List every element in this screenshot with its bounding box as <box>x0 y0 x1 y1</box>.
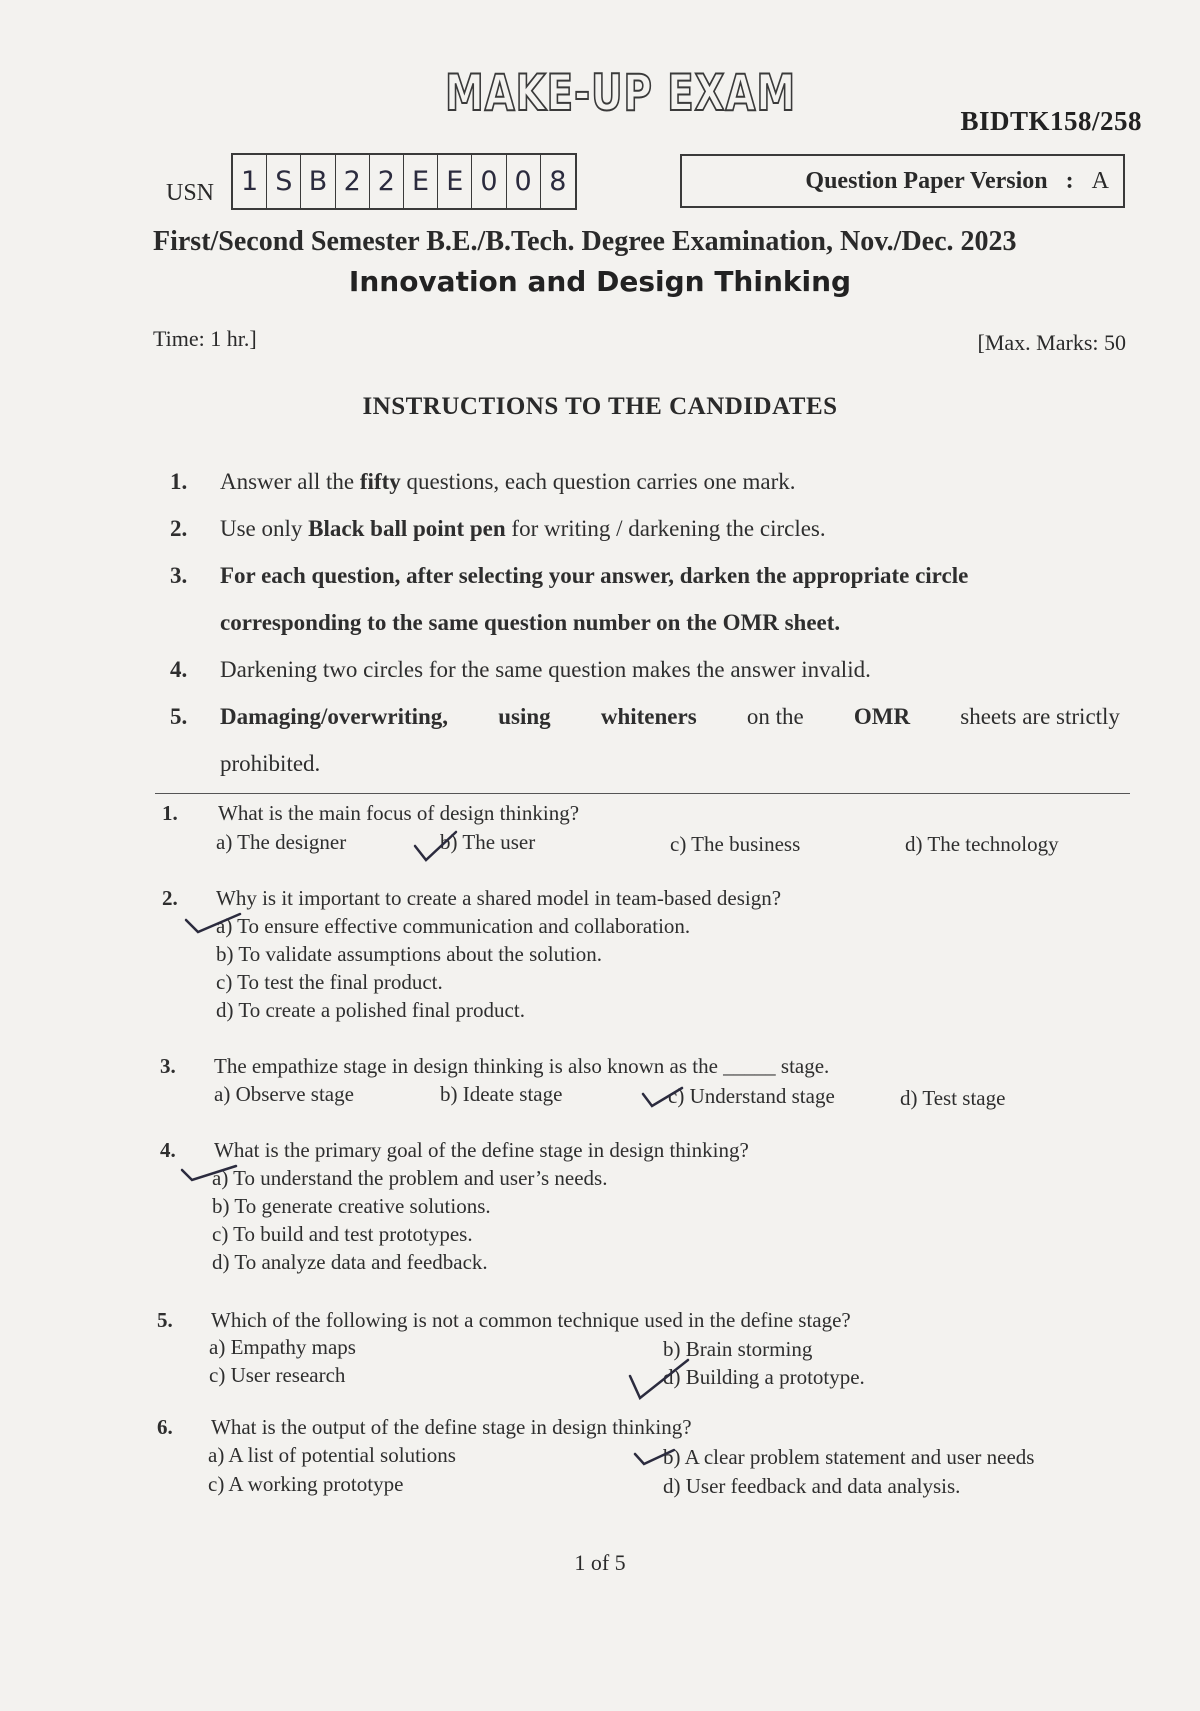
instruction-number: 4. <box>170 657 188 682</box>
question-number: 2. <box>162 886 178 910</box>
usn-char: 0 <box>472 155 506 208</box>
question-text: Why is it important to create a shared model in team-based design? <box>216 886 782 910</box>
instruction-text: Darkening two circles for the same question makes the answer invalid. <box>220 657 871 682</box>
page-number: 1 of 5 <box>574 1550 626 1575</box>
option: d) To analyze data and feedback. <box>212 1250 488 1274</box>
instruction-text: Answer all the fifty questions, each question carries one mark. <box>220 469 796 494</box>
question-paper-version <box>680 154 1125 208</box>
usn-char: 0 <box>507 155 541 208</box>
checkmark-icon <box>624 1354 694 1404</box>
option: a) Observe stage <box>214 1082 354 1106</box>
option: c) User research <box>209 1363 346 1387</box>
option: d) User feedback and data analysis. <box>663 1474 961 1498</box>
qp-version-sep: : <box>1065 167 1074 194</box>
question-number: 5. <box>157 1308 173 1332</box>
option: d) To create a polished final product. <box>216 998 525 1022</box>
question-text: What is the output of the define stage in design thinking? <box>211 1415 692 1439</box>
time-label: Time: 1 hr.] <box>153 326 257 351</box>
question-text: Which of the following is not a common technique used in the define stage? <box>211 1308 851 1332</box>
instruction-item <box>170 693 1120 787</box>
qp-version-label: Question Paper Version <box>805 167 1048 194</box>
usn-char: S <box>267 155 301 208</box>
question-number: 4. <box>160 1138 176 1162</box>
instruction-item <box>170 552 1120 646</box>
semester-line: First/Second Semester B.E./B.Tech. Degree Examination, Nov./Dec. 2023 <box>153 226 1017 257</box>
instruction-text: Damaging/overwriting, using whiteners on the OMR sheets are strictly <box>220 704 1120 729</box>
option-selected: c) Understand stage <box>668 1084 835 1108</box>
usn-char: 2 <box>370 155 404 208</box>
instruction-number: 5. <box>170 704 188 729</box>
option: b) Ideate stage <box>440 1082 563 1106</box>
question-number: 3. <box>160 1054 176 1078</box>
instruction-item <box>170 505 1120 552</box>
instruction-number: 3. <box>170 563 188 588</box>
instructions-title: INSTRUCTIONS TO THE CANDIDATES <box>362 393 838 420</box>
option: c) To build and test prototypes. <box>212 1222 473 1246</box>
option: a) Empathy maps <box>209 1335 356 1359</box>
option: d) Test stage <box>900 1086 1006 1110</box>
option: c) The business <box>670 832 801 856</box>
subject-title: Innovation and Design Thinking <box>348 265 852 298</box>
usn-label: USN <box>166 180 215 206</box>
instruction-number: 1. <box>170 469 188 494</box>
checkmark-icon <box>412 828 462 864</box>
option-selected: a) To ensure effective communication and collaboration. <box>216 914 691 938</box>
question-number: 1. <box>162 801 178 825</box>
usn-char: 1 <box>233 155 267 208</box>
option: b) To validate assumptions about the solution. <box>216 942 603 966</box>
option: d) The technology <box>905 832 1059 856</box>
option: c) A working prototype <box>208 1472 404 1496</box>
checkmark-icon <box>180 1162 240 1188</box>
question-text: What is the main focus of design thinking? <box>218 801 580 825</box>
instruction-number: 2. <box>170 516 188 541</box>
option: b) To generate creative solutions. <box>212 1194 491 1218</box>
checkmark-icon <box>632 1446 678 1470</box>
option: a) The designer <box>216 830 347 854</box>
option-selected: b) A clear problem statement and user needs <box>663 1445 1035 1469</box>
usn-char: 2 <box>336 155 370 208</box>
option: c) To test the final product. <box>216 970 443 994</box>
option: a) A list of potential solutions <box>208 1443 456 1467</box>
instruction-text: For each question, after selecting your answer, darken the appropriate circle <box>220 563 969 588</box>
usn-char: E <box>438 155 472 208</box>
instruction-text-cont: corresponding to the same question number on the OMR sheet. <box>220 610 841 635</box>
checkmark-icon <box>640 1084 686 1112</box>
instruction-item <box>170 646 1120 693</box>
option-selected: d) Building a prototype. <box>663 1365 865 1389</box>
option-selected: b) The user <box>440 830 536 854</box>
question-number: 6. <box>157 1415 173 1439</box>
instruction-text-cont: prohibited. <box>220 751 321 776</box>
checkmark-icon <box>184 910 244 940</box>
usn-char: E <box>404 155 438 208</box>
divider <box>155 793 1130 794</box>
makeup-exam-stamp: MAKE-UP EXAM <box>445 64 796 122</box>
option-selected: a) To understand the problem and user’s needs. <box>212 1166 608 1190</box>
max-marks-label: [Max. Marks: 50 <box>977 330 1126 355</box>
instruction-text: Use only Black ball point pen for writing / darkening the circles. <box>220 516 826 541</box>
paper-code: BIDTK158/258 <box>960 106 1142 136</box>
usn-boxes <box>231 153 577 210</box>
question-text: What is the primary goal of the define stage in design thinking? <box>214 1138 749 1162</box>
usn-char: 8 <box>549 166 567 197</box>
qp-version-value: A <box>1091 167 1109 194</box>
usn-char: B <box>301 155 335 208</box>
instruction-item <box>170 458 1120 505</box>
option: b) Brain storming <box>663 1337 813 1361</box>
question-text: The empathize stage in design thinking is also known as the _____ stage. <box>214 1054 830 1078</box>
